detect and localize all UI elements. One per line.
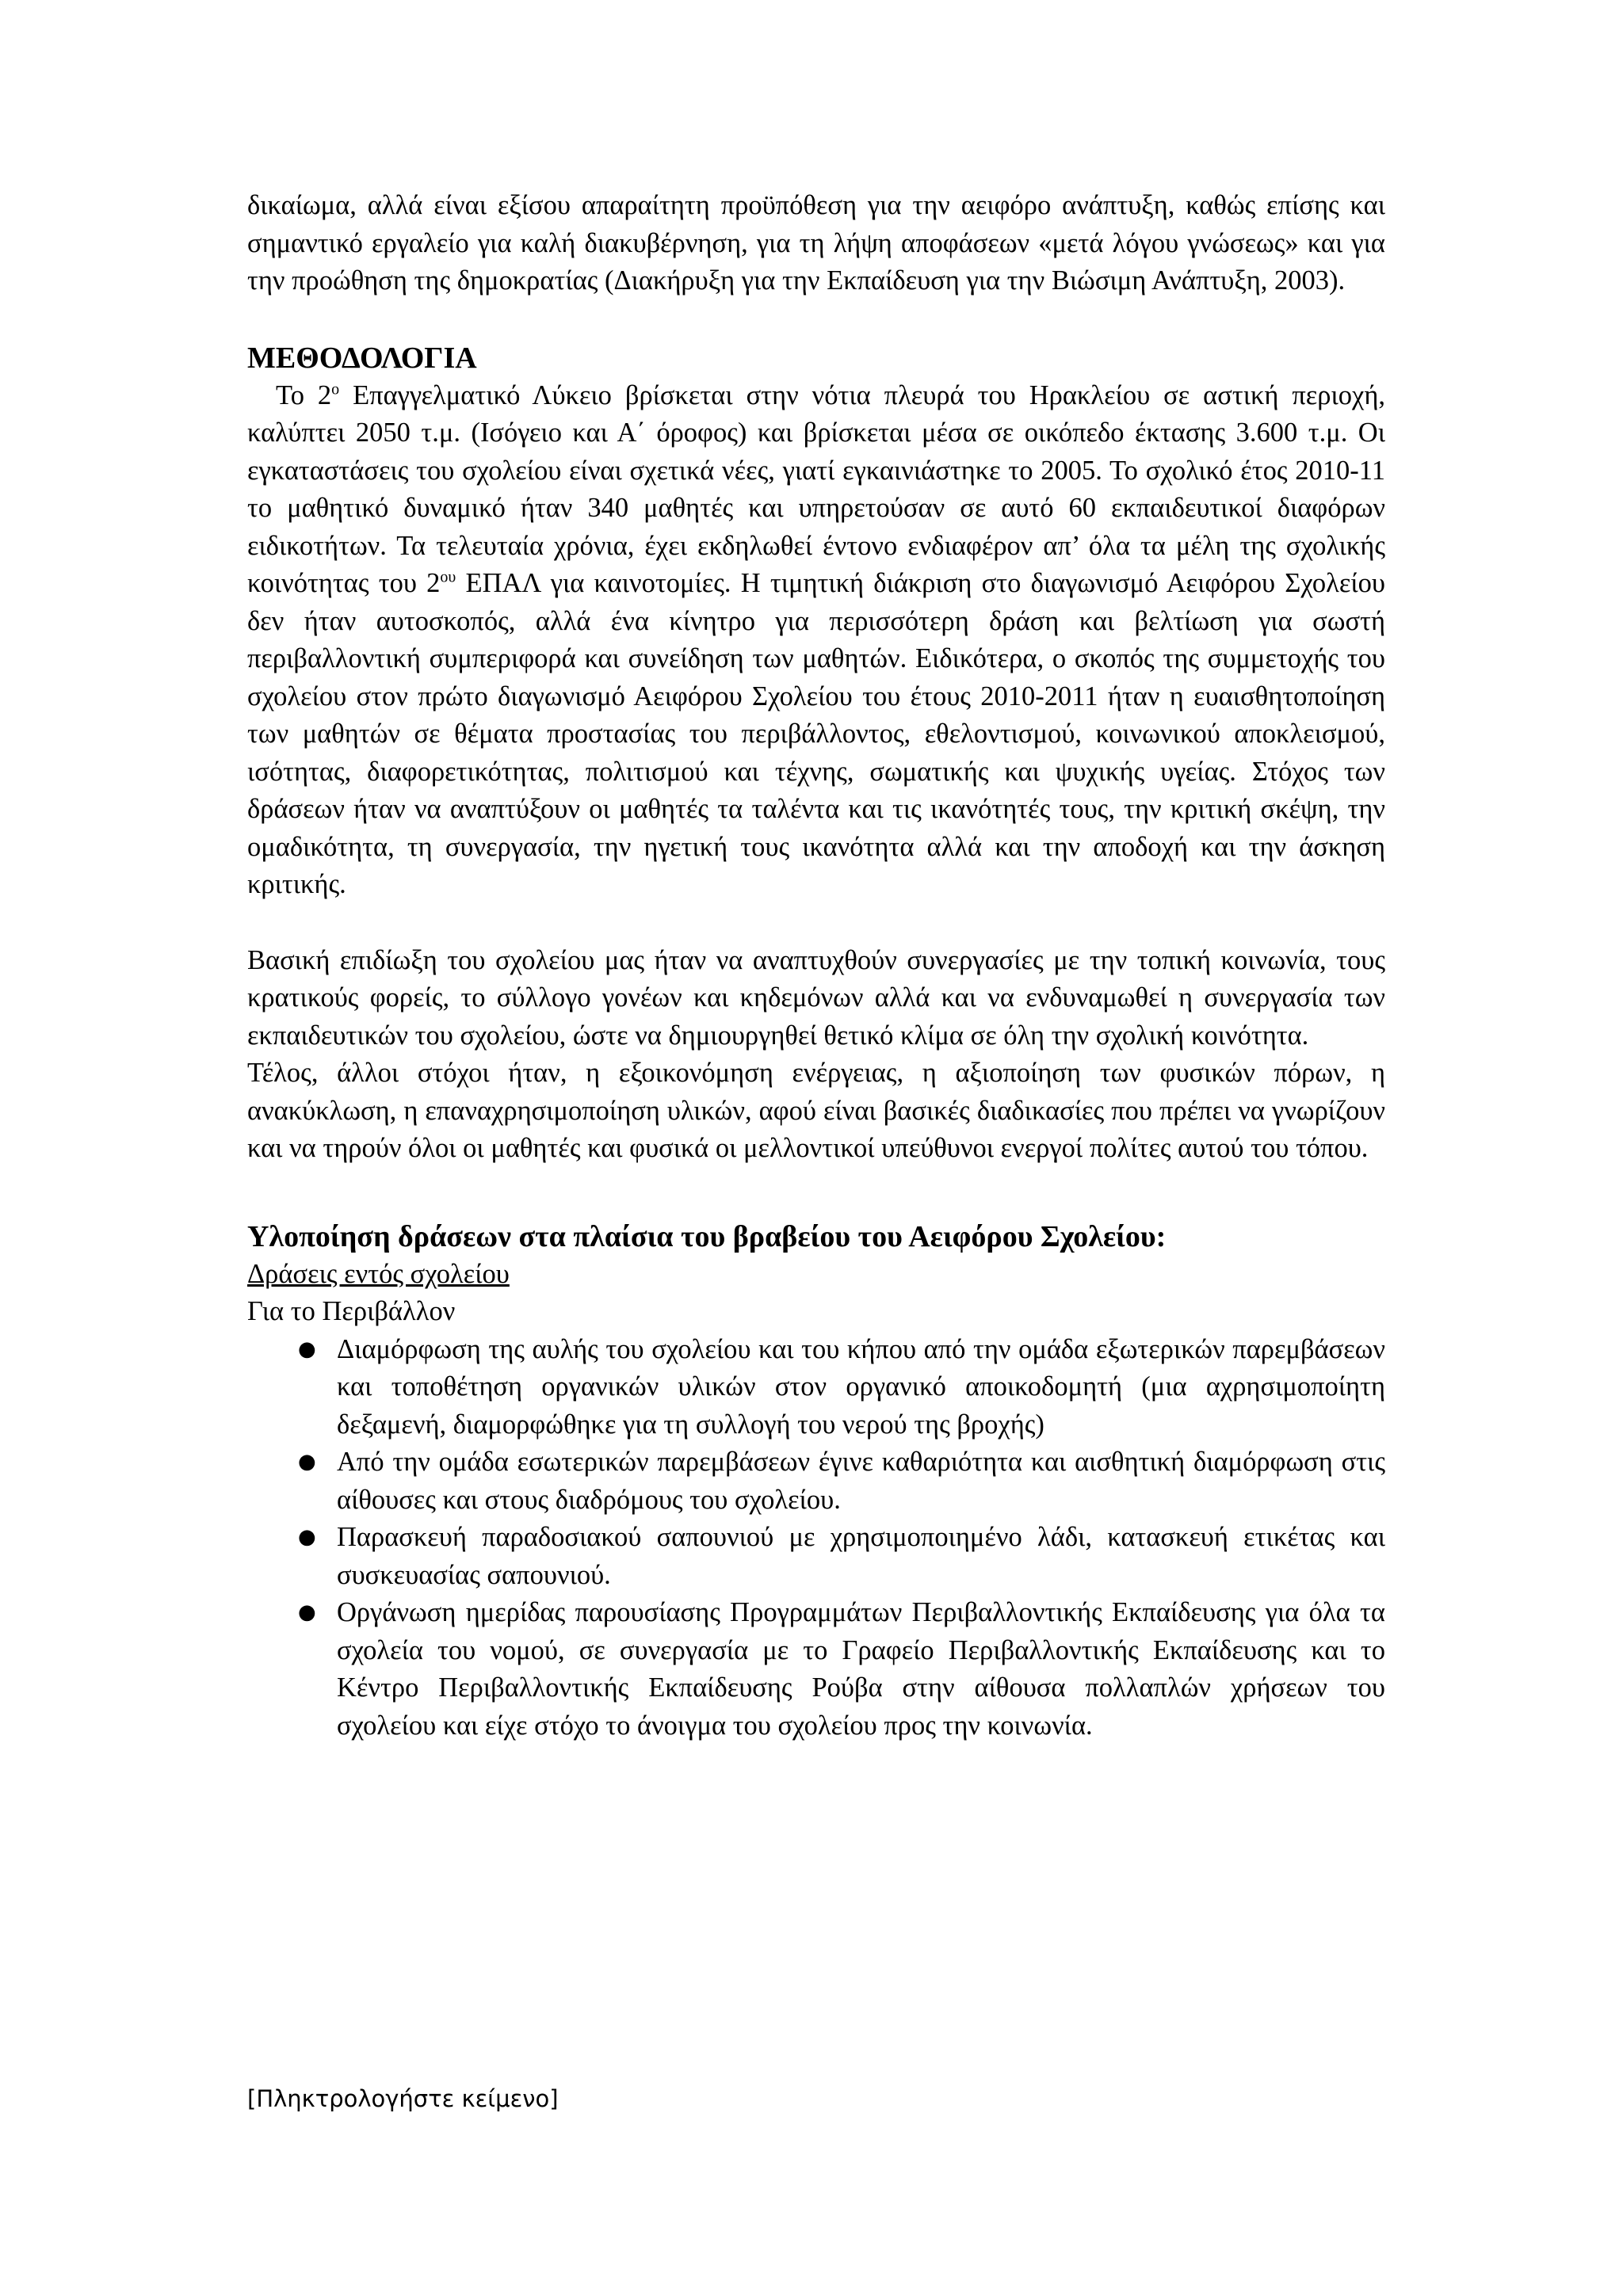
actions-category: Για το Περιβάλλον [247,1296,456,1326]
ordinal-superscript: ο [331,380,340,398]
bullet-icon: ● [298,1525,316,1549]
list-item-text: Παρασκευή παραδοσιακού σαπουνιού με χρησιμοποιημένο λάδι, κατασκευή ετικέτας και συσκευασίας σαπουνιού. [337,1522,1385,1590]
methodology-paragraph-1 [247,377,1385,904]
list-item-text: Διαμόρφωση της αυλής του σχολείου και του κήπου από την ομάδα εξωτερικών παρεμβάσεων και τοποθέτηση οργανικών υλικών στον οργανικό αποικοδομητή (μια αχρησιμοποίητη δεξαμενή, διαμορφώθηκε για τη συλλογή του νερού της βροχής) [337,1333,1385,1440]
list-item-text: Από την ομάδα εσωτερικών παρεμβάσεων έγινε καθαριότητα και αισθητική διαμόρφωση στις αίθουσες και στους διαδρόμους του σχολείου. [337,1447,1385,1515]
footer-placeholder-text[interactable]: [Πληκτρολογήστε κείμενο] [247,2085,559,2112]
intro-paragraph: δικαίωμα, αλλά είναι εξίσου απαραίτητη προϋπόθεση για την αειφόρο ανάπτυξη, καθώς επίσης και σημαντικό εργαλείο για καλή διακυβέρνηση, για τη λήψη αποφάσεων «μετά λόγου γνώσεως» και για την προώθηση της δημοκρατίας (Διακήρυξη για την Εκπαίδευση για την Βιώσιμη Ανάπτυξη, 2003). [247,190,1385,296]
methodology-paragraph-3: Τέλος, άλλοι στόχοι ήταν, η εξοικονόμηση ενέργειας, η αξιοποίηση των φυσικών πόρων, η ανακύκλωση, η επαναχρησιμοποίηση υλικών, αφού είναι βασικές διαδικασίες που πρέπει να γνωρίζουν και να τηρούν όλοι οι μαθητές και φυσικά οι μελλοντικοί υπεύθυνοι ενεργοί πολίτες αυτού του τόπου. [247,1058,1385,1163]
list-item [247,1519,1385,1594]
actions-bullet-list [247,1331,1385,1745]
text-run: ΕΠΑΛ για καινοτομίες. Η τιμητική διάκριση στο διαγωνισμό Αειφόρου Σχολείου δεν ήταν αυτοσκοπός, αλλά ένα κίνητρο για περισσότερη δράση και βελτίωση για σωστή περιβαλλοντική συμπεριφορά και συνείδηση των μαθητών. Ειδικότερα, ο σκοπός της συμμετοχής του σχολείου στον πρώτο διαγωνισμό Αειφόρου Σχολείου του έτους 2010-2011 ήταν η ευαισθητοποίηση των μαθητών σε θέματα προστασίας του περιβάλλοντος, εθελοντισμού, κοινωνικού αποκλεισμού, ισότητας, διαφορετικότητας, πολιτισμού και τέχνης, σωματικής και ψυχικής υγείας. Στόχος των δράσεων ήταν να αναπτύξουν οι μαθητές τα ταλέντα και τις ικανότητές τους, την κριτική σκέψη, την ομαδικότητα, τη συνεργασία, την ηγετική τους ικανότητα αλλά και την αποδοχή και την άσκηση κριτικής. [247,568,1385,899]
actions-heading: Υλοποίηση δράσεων στα πλαίσια του βραβείου του Αειφόρου Σχολείου: [247,1219,1167,1253]
methodology-paragraph-2: Βασική επιδίωξη του σχολείου μας ήταν να αναπτυχθούν συνεργασίες με την τοπική κοινωνία, τους κρατικούς φορείς, το σύλλογο γονέων και κηδεμόνων αλλά και να ενδυναμωθεί η συνεργασία των εκπαιδευτικών του σχολείου, ώστε να δημιουργηθεί θετικό κλίμα σε όλη την σχολική κοινότητα. [247,944,1385,1051]
list-item-text: Οργάνωση ημερίδας παρουσίασης Προγραμμάτων Περιβαλλοντικής Εκπαίδευσης για όλα τα σχολεία του νομού, σε συνεργασία με το Γραφείο Περιβαλλοντικής Εκπαίδευσης και το Κέντρο Περιβαλλοντικής Εκπαίδευσης Ρούβα στην αίθουσα πολλαπλών χρήσεων του σχολείου και είχε στόχο το άνοιγμα του σχολείου προς την κοινωνία. [337,1597,1385,1741]
list-item [247,1331,1385,1444]
text-run: Το 2 [276,379,332,410]
text-run: Επαγγελματικό Λύκειο βρίσκεται στην νότια πλευρά του Ηρακλείου σε αστική περιοχή, καλύπτει 2050 τ.μ. (Ισόγειο και Α΄ όροφος) και βρίσκεται μέσα σε οικόπεδο έκτασης 3.600 τ.μ. Οι εγκαταστάσεις του σχολείου είναι σχετικά νέες, γιατί εγκαινιάστηκε το 2005. Το σχολικό έτος 2010-11 το μαθητικό δυναμικό ήταν 340 μαθητές και υπηρετούσαν σε αυτό 60 εκπαιδευτικοί διαφόρων ειδικοτήτων. Τα τελευταία χρόνια, έχει εκδηλωθεί έντονο ενδιαφέρον απ’ όλα τα μέλη της σχολικής κοινότητας του 2 [247,379,1385,598]
list-item [247,1594,1385,1745]
bullet-icon: ● [298,1337,316,1361]
methodology-heading: ΜΕΘΟΔΟΛΟΓΙΑ [247,341,477,375]
bullet-icon: ● [298,1450,316,1474]
ordinal-superscript: ου [440,568,456,586]
actions-subheading: Δράσεις εντός σχολείου [247,1258,510,1289]
bullet-icon: ● [298,1600,316,1624]
document-page [247,187,1385,1745]
list-item [247,1444,1385,1519]
